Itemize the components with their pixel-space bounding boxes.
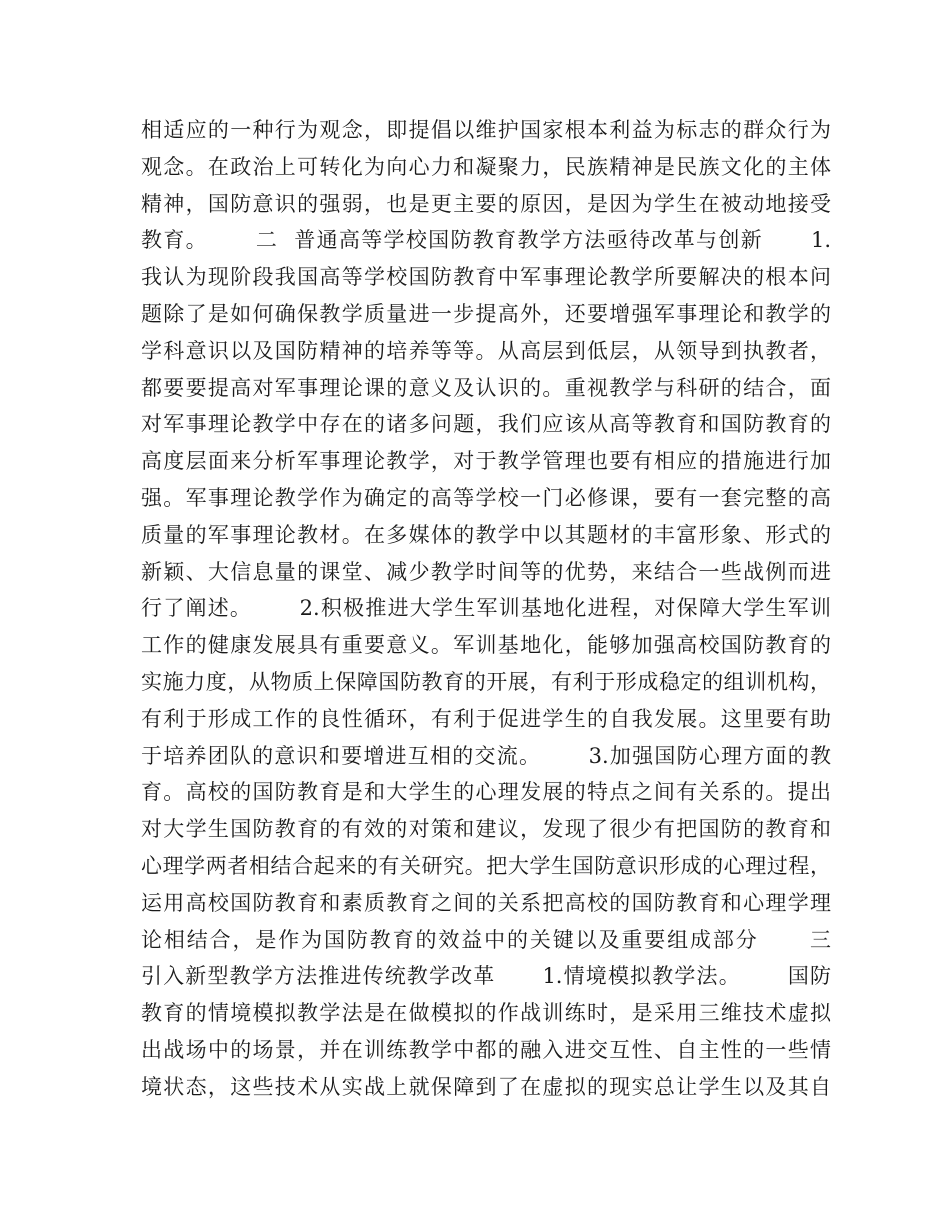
text-line: 工作的健康发展具有重要意义。军训基地化，能够加强高校国防教育的 bbox=[141, 633, 831, 658]
text-line: 精神，国防意识的强弱，也是更主要的原因，是因为学生在被动地接受 bbox=[141, 191, 831, 216]
text-line: 对军事理论教学中存在的诸多问题，我们应该从高等教育和国防教育的 bbox=[141, 412, 831, 437]
text-line: 育。高校的国防教育是和大学生的心理发展的特点之间有关系的。提出 bbox=[141, 780, 831, 805]
text-line: 观念。在政治上可转化为向心力和凝聚力，民族精神是民族文化的主体 bbox=[141, 154, 831, 179]
text-line: 论相结合，是作为国防教育的效益中的关键以及重要组成部分 三 bbox=[141, 927, 831, 952]
text-line: 行了阐述。 2.积极推进大学生军训基地化进程，对保障大学生军训 bbox=[141, 596, 831, 621]
text-line: 对大学生国防教育的有效的对策和建议，发现了很少有把国防的教育和 bbox=[141, 817, 831, 842]
text-line: 学科意识以及国防精神的培养等等。从高层到低层，从领导到执教者， bbox=[141, 338, 831, 363]
text-line: 境状态，这些技术从实战上就保障到了在虚拟的现实总让学生以及其自 bbox=[141, 1074, 831, 1099]
text-line: 都要要提高对军事理论课的意义及认识的。重视教学与科研的结合，面 bbox=[141, 375, 831, 400]
text-line: 于培养团队的意识和要增进互相的交流。 3.加强国防心理方面的教 bbox=[141, 743, 831, 768]
text-line: 出战场中的场景，并在训练教学中都的融入进交互性、自主性的一些情 bbox=[141, 1037, 831, 1062]
text-line: 心理学两者相结合起来的有关研究。把大学生国防意识形成的心理过程， bbox=[141, 853, 831, 878]
text-line: 运用高校国防教育和素质教育之间的关系把高校的国防教育和心理学理 bbox=[141, 890, 831, 915]
text-line: 教育的情境模拟教学法是在做模拟的作战训练时，是采用三维技术虚拟 bbox=[141, 1001, 831, 1026]
body-text bbox=[141, 112, 831, 1106]
text-line: 质量的军事理论教材。在多媒体的教学中以其题材的丰富形象、形式的 bbox=[141, 522, 831, 547]
text-line: 题除了是如何确保教学质量进一步提高外，还要增强军事理论和教学的 bbox=[141, 301, 831, 326]
text-line: 相适应的一种行为观念，即提倡以维护国家根本利益为标志的群众行为 bbox=[141, 118, 831, 142]
text-line: 强。军事理论教学作为确定的高等学校一门必修课，要有一套完整的高 bbox=[141, 485, 831, 510]
text-line: 教育。 二 普通高等学校国防教育教学方法亟待改革与创新 1. bbox=[141, 228, 831, 253]
text-line: 我认为现阶段我国高等学校国防教育中军事理论教学所要解决的根本问 bbox=[141, 265, 831, 290]
text-line: 新颖、大信息量的课堂、减少教学时间等的优势，来结合一些战例而进 bbox=[141, 559, 831, 584]
text-line: 高度层面来分析军事理论教学，对于教学管理也要有相应的措施进行加 bbox=[141, 449, 831, 474]
text-line: 有利于形成工作的良性循环，有利于促进学生的自我发展。这里要有助 bbox=[141, 706, 831, 731]
text-line: 引入新型教学方法推进传统教学改革 1.情境模拟教学法。 国防 bbox=[141, 964, 831, 989]
text-line: 实施力度，从物质上保障国防教育的开展，有利于形成稳定的组训机构， bbox=[141, 669, 831, 694]
